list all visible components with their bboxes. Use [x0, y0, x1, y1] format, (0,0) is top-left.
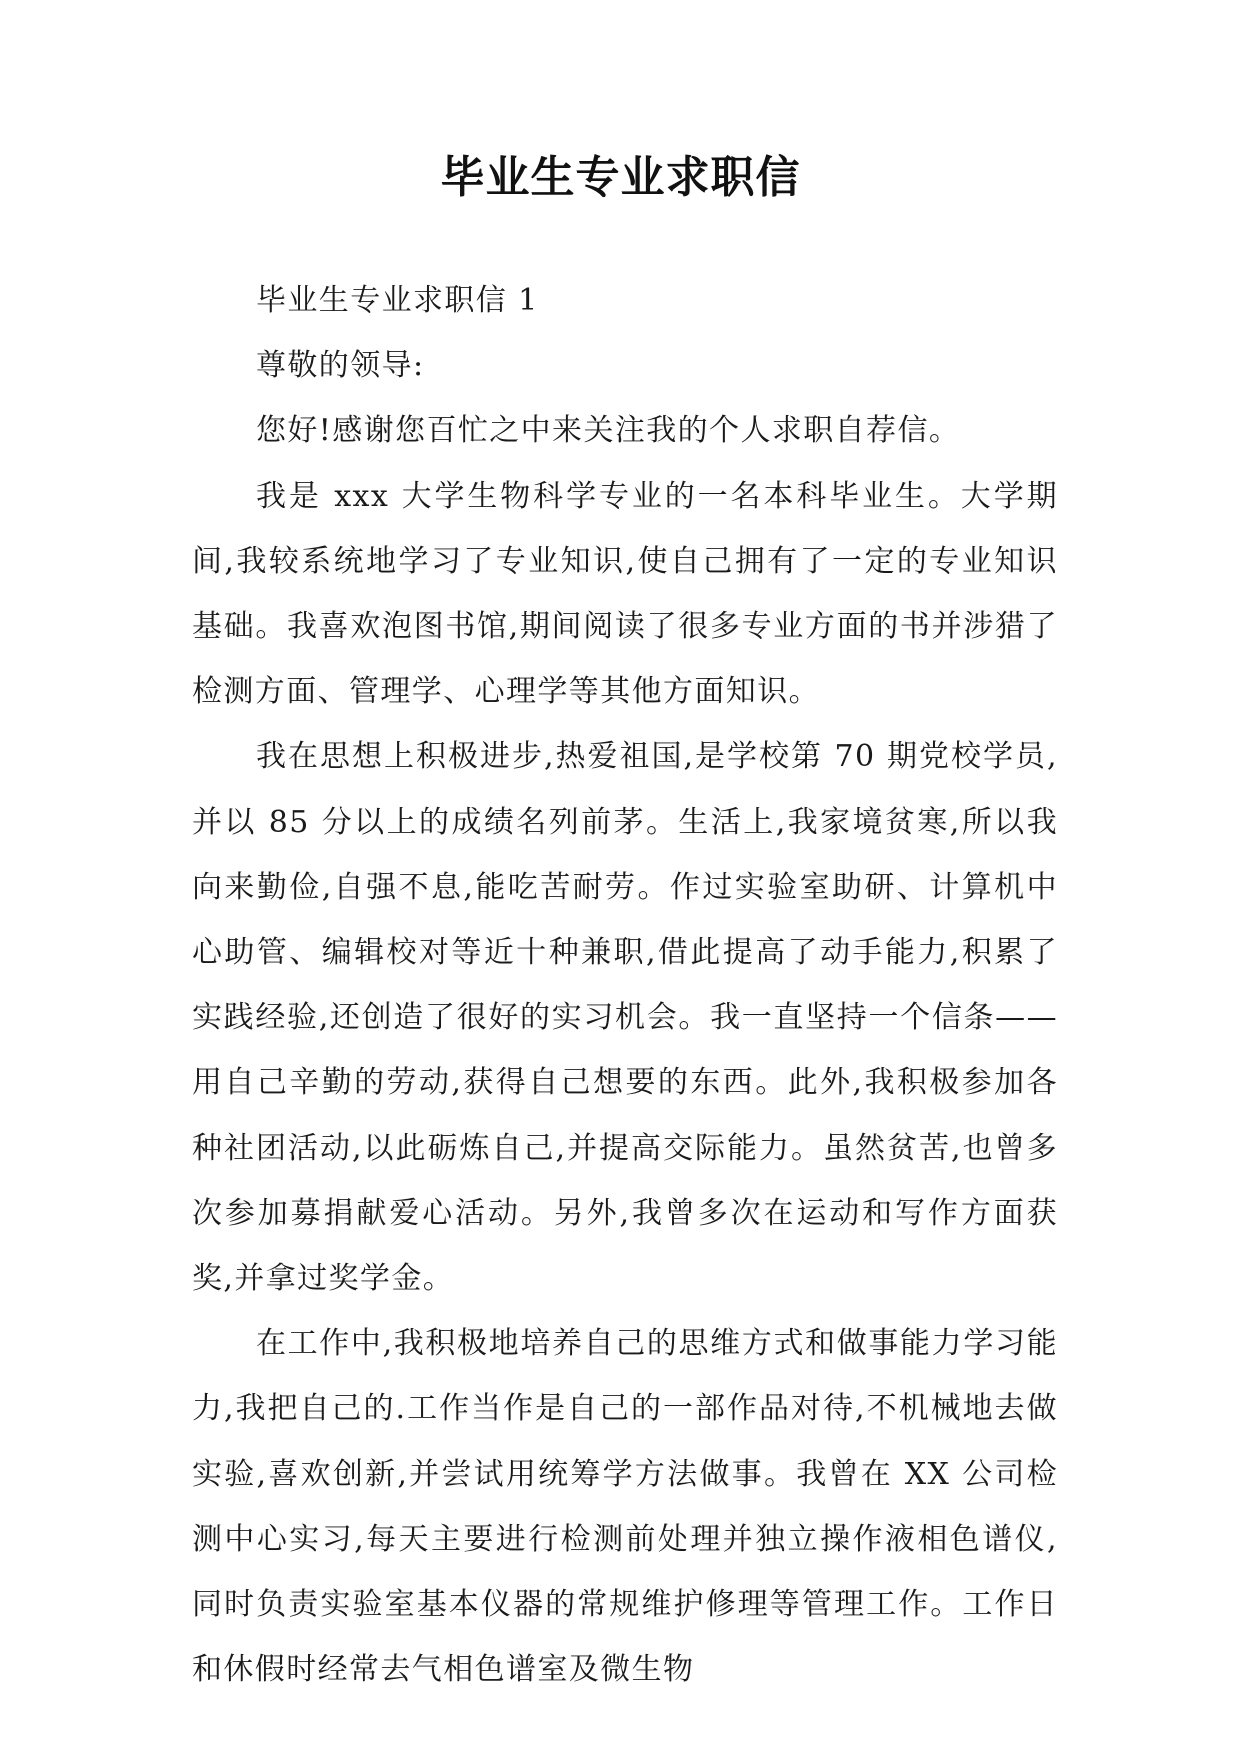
paragraph-work-experience: 在工作中,我积极地培养自己的思维方式和做事能力学习能力,我把自己的.工作当作是自己的一部作品对待,不机械地去做实验,喜欢创新,并尝试用统筹学方法做事。我曾在 XX 公司检测中心实习,每天主要进行检测前处理并独立操作液相色谱仪,同时负责实验室基本仪器的常规维护修理等管理工作。工作日和休假时经常去气相色谱室及微生物: [192, 1326, 1058, 1688]
paragraph-introduction: 我是 xxx 大学生物科学专业的一名本科毕业生。大学期间,我较系统地学习了专业知识,使自己拥有了一定的专业知识基础。我喜欢泡图书馆,期间阅读了很多专业方面的书并涉猎了检测方面、管理学、心理学等其他方面知识。: [192, 478, 1058, 710]
document-body: [192, 268, 1058, 1702]
document-title: 毕业生专业求职信: [440, 152, 801, 203]
paragraph-heading: 毕业生专业求职信 1: [256, 283, 539, 318]
paragraph-background: 我在思想上积极进步,热爱祖国,是学校第 70 期党校学员,并以 85 分以上的成绩名列前茅。生活上,我家境贫寒,所以我向来勤俭,自强不息,能吃苦耐劳。作过实验室助研、计算机中心助管、编辑校对等近十种兼职,借此提高了动手能力,积累了实践经验,还创造了很好的实习机会。我一直坚持一个信条——用自己辛勤的劳动,获得自己想要的东西。此外,我积极参加各种社团活动,以此砺炼自己,并提高交际能力。虽然贫苦,也曾多次参加募捐献爱心活动。另外,我曾多次在运动和写作方面获奖,并拿过奖学金。: [192, 739, 1058, 1297]
paragraph-salutation: 尊敬的领导:: [256, 348, 425, 384]
paragraph-greeting: 您好!感谢您百忙之中来关注我的个人求职自荐信。: [256, 413, 961, 449]
